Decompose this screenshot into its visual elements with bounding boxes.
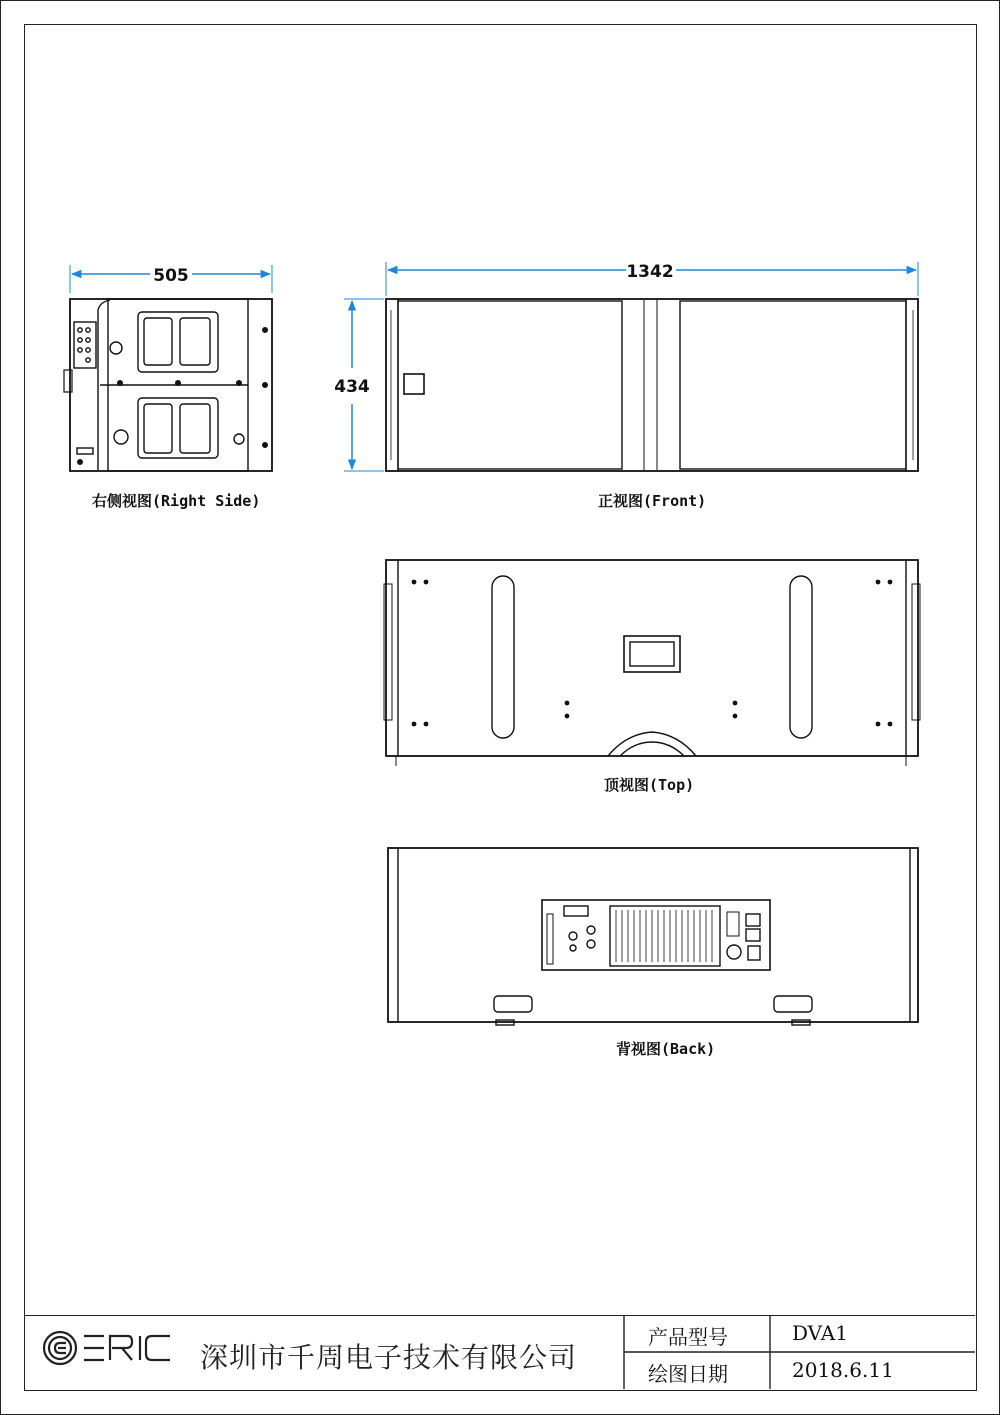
model-value: DVA1	[792, 1321, 848, 1345]
right-side-caption: 右侧视图(Right Side)	[92, 492, 261, 510]
eric-logo	[40, 1328, 190, 1368]
front-view	[344, 262, 918, 471]
date-value: 2018.6.11	[792, 1358, 894, 1382]
top-caption: 顶视图(Top)	[604, 776, 695, 794]
model-label: 产品型号	[648, 1325, 728, 1349]
right-side-view	[64, 265, 272, 471]
top-view	[384, 560, 920, 766]
company-name: 深圳市千周电子技术有限公司	[200, 1341, 578, 1374]
date-label: 绘图日期	[648, 1362, 728, 1386]
side-width-dimension: 505	[153, 266, 189, 286]
front-caption: 正视图(Front)	[598, 492, 707, 510]
back-caption: 背视图(Back)	[616, 1040, 716, 1058]
front-height-dimension: 434	[334, 377, 370, 397]
front-width-dimension: 1342	[626, 262, 674, 282]
back-view	[388, 848, 918, 1025]
